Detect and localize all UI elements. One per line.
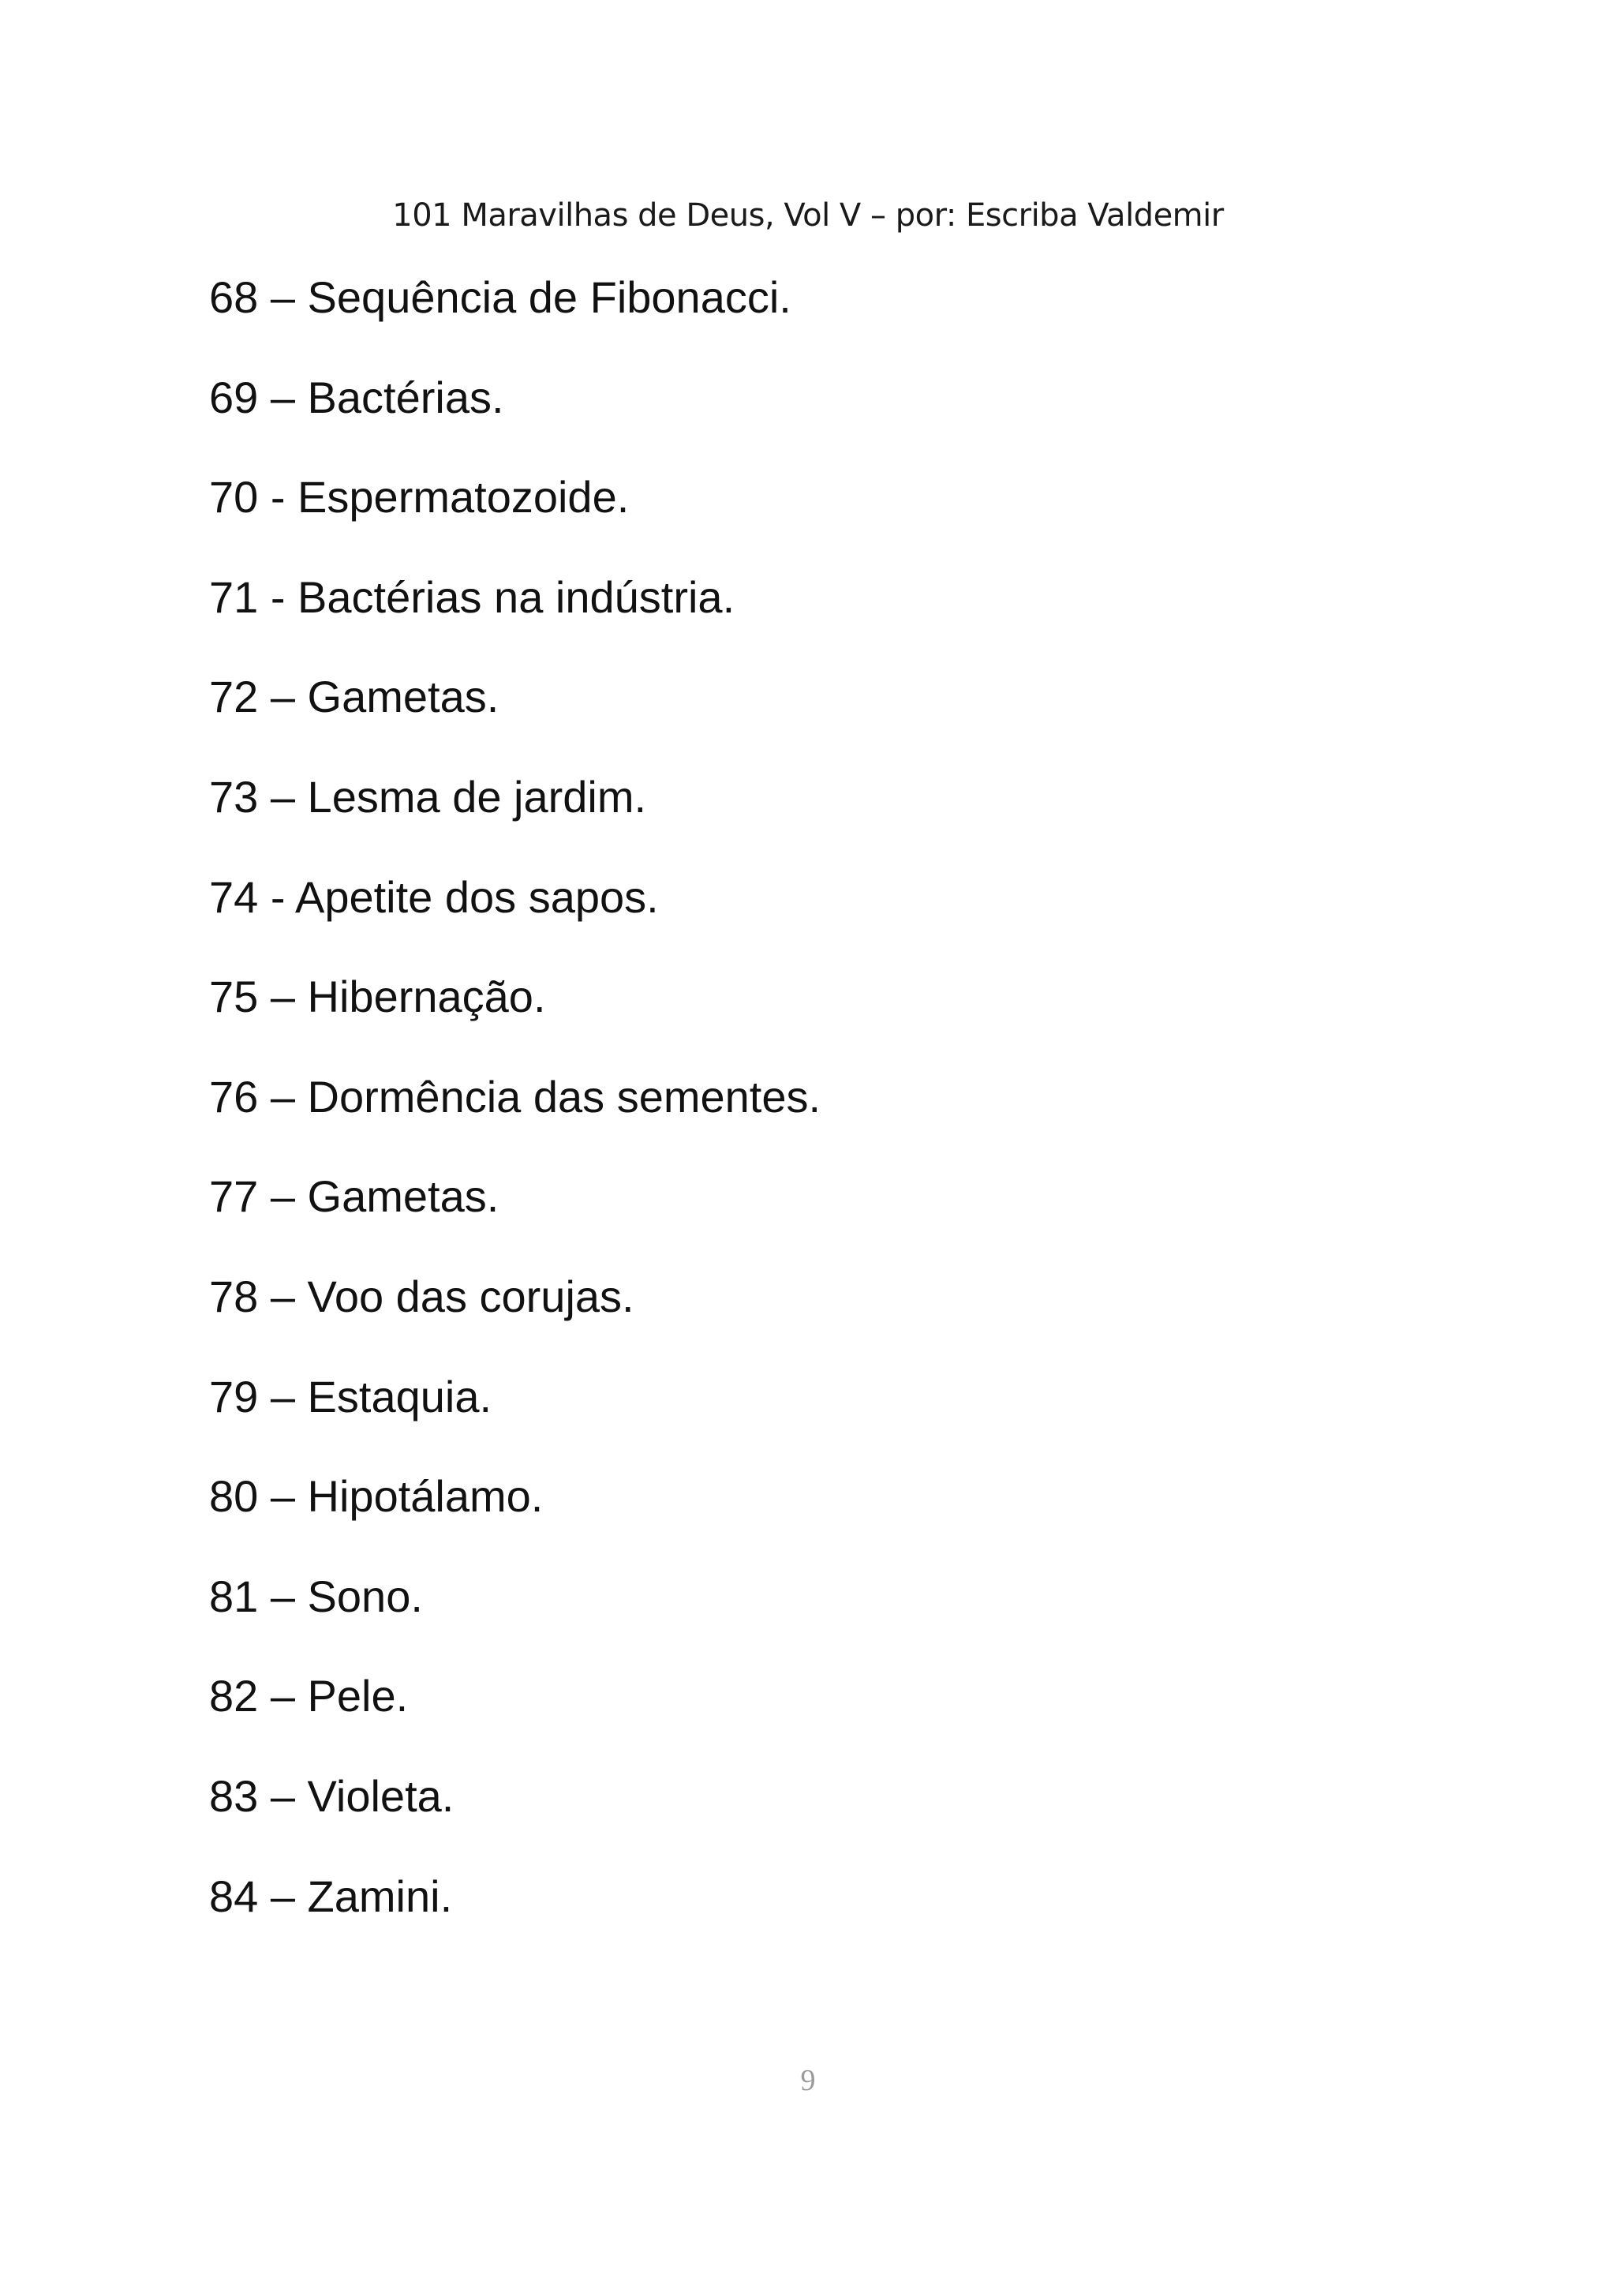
list-item: 81 – Sono.	[209, 1571, 423, 1621]
running-header: 101 Maravilhas de Deus, Vol V – por: Escriba Valdemir	[392, 197, 1224, 234]
list-item: 83 – Violeta.	[209, 1770, 454, 1821]
list-item: 70 - Espermatozoide.	[209, 472, 630, 522]
topic-list	[209, 272, 821, 1971]
list-item: 68 – Sequência de Fibonacci.	[209, 272, 791, 322]
list-item: 76 – Dormência das sementes.	[209, 1071, 821, 1122]
list-item: 74 - Apetite dos sapos.	[209, 871, 659, 922]
list-item: 77 – Gametas.	[209, 1171, 499, 1222]
list-item: 82 – Pele.	[209, 1671, 409, 1721]
list-item: 71 - Bactérias na indústria.	[209, 571, 735, 622]
list-item: 78 – Voo das corujas.	[209, 1271, 634, 1321]
list-item: 69 – Bactérias.	[209, 372, 504, 422]
list-item: 84 – Zamini.	[209, 1871, 453, 1921]
page-number: 9	[800, 2064, 816, 2097]
list-item: 72 – Gametas.	[209, 672, 499, 722]
list-item: 80 – Hipotálamo.	[209, 1471, 544, 1522]
list-item: 73 – Lesma de jardim.	[209, 771, 647, 822]
list-item: 75 – Hibernação.	[209, 972, 546, 1022]
list-item: 79 – Estaquia.	[209, 1371, 492, 1421]
